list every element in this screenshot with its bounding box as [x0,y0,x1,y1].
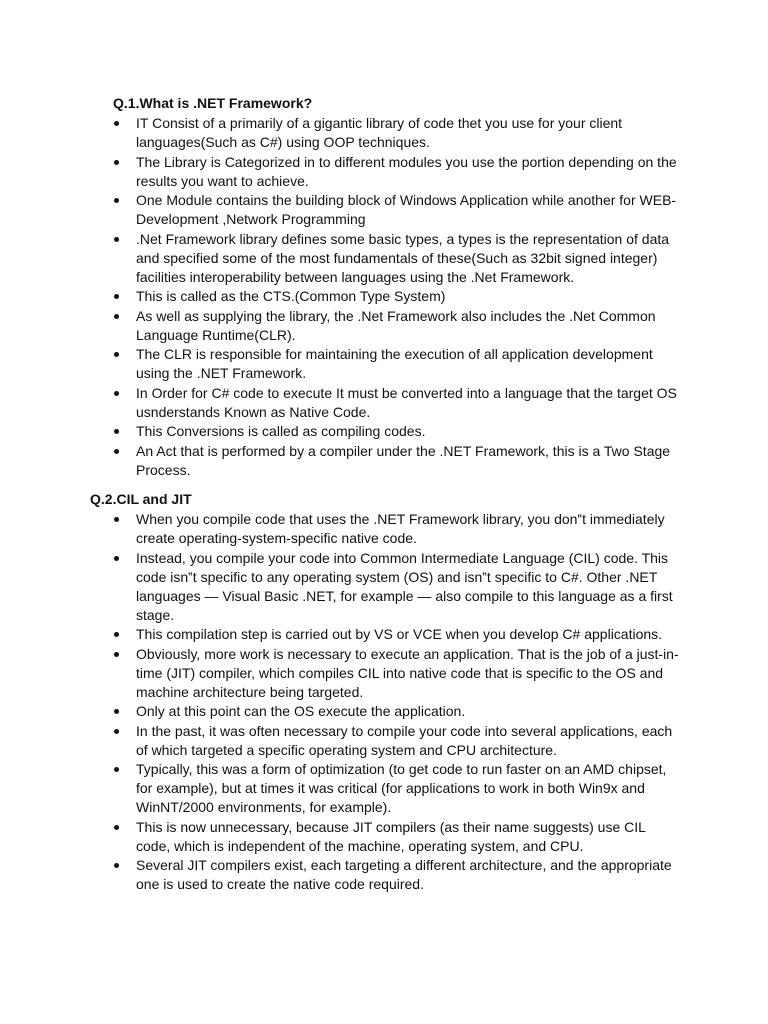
bullet-icon [114,863,119,868]
bullet-icon [114,449,119,454]
section-heading: Q.1.What is .NET Framework? [113,95,313,111]
list-item [0,510,768,548]
list-item-text: Typically, this was a form of optimization (to get code to run faster on an AMD chipset, for example), but at times it was critical (for applications to work in both Win9x and WinNT/2000 environments, for example). [136,761,667,815]
list-item [0,760,768,817]
bullet-icon [114,825,119,830]
list-item-text: Obviously, more work is necessary to execute an application. That is the job of a just-in-time (JIT) compiler, which compiles CIL into native code that is specific to the OS and machine architecture being targeted. [136,645,679,700]
list-item [0,114,768,152]
list-item [0,345,768,383]
section-heading: Q.2.CIL and JIT [90,491,192,507]
list-item-text: This compilation step is carried out by VS or VCE when you develop C# applications. [136,626,663,642]
list-item [0,722,768,760]
bullet-icon [114,429,119,434]
list-item [0,191,768,229]
list-item-text: An Act that is performed by a compiler under the .NET Framework, this is a Two Stage Process. [136,442,671,478]
section-what-is-net [0,94,768,480]
list-item [0,287,768,306]
list-item-text: This Conversions is called as compiling codes. [136,423,426,439]
list-item-text: .Net Framework library defines some basic types, a types is the representation of data and specified some of the most fundamentals of these(Such as 32bit signed integer) facilities interoperability between languages using the .Net Framework. [136,230,670,285]
list-item [0,384,768,422]
list-item [0,230,768,287]
bullet-icon [114,556,119,561]
list-item-text: In the past, it was often necessary to compile your code into several applications, each of which targeted a specific operating system and CPU architecture. [136,722,673,758]
list-item-text: Instead, you compile your code into Common Intermediate Language (CIL) code. This code isn‟t specific to any operating system (OS) and isn‟t specific to C#. Other .NET languages — Visual Basic .NET, for example — also compile to this language as a first stage. [136,549,673,623]
list-item [0,625,768,644]
bullet-icon [114,767,119,772]
bullet-icon [114,729,119,734]
bullet-icon [114,121,119,126]
list-item [0,307,768,345]
list-item-text: This is called as the CTS.(Common Type System) [136,288,446,304]
section-cil-and-jit [0,490,768,895]
bullet-icon [114,652,119,657]
bullet-icon [114,517,119,522]
list-item [0,645,768,702]
bullet-icon [114,391,119,396]
list-item-text: IT Consist of a primarily of a gigantic library of code thet you use for your client languages(Such as C#) using OOP techniques. [136,115,623,150]
list-item [0,153,768,191]
bullet-icon [114,709,119,714]
list-item-text: One Module contains the building block of Windows Application while another for WEB-Development ,Network Programming [136,192,677,227]
bullet-icon [114,314,119,319]
list-item-text: The CLR is responsible for maintaining the execution of all application development using the .NET Framework. [136,346,653,381]
list-item [0,442,768,480]
list-item-text: The Library is Categorized in to different modules you use the portion depending on the results you want to achieve. [136,153,677,189]
bullet-icon [114,198,119,203]
list-item [0,856,768,894]
list-item [0,818,768,856]
list-item-text: This is now unnecessary, because JIT compilers (as their name suggests) use CIL code, which is independent of the machine, operating system, and CPU. [136,818,646,854]
bullet-list [0,114,768,480]
bullet-icon [114,237,119,242]
list-item-text: As well as supplying the library, the .Net Framework also includes the .Net Common Language Runtime(CLR). [136,307,656,343]
list-item [0,549,768,625]
bullet-icon [114,632,119,637]
bullet-list [0,510,768,894]
list-item-text: Only at this point can the OS execute the application. [136,703,466,719]
bullet-icon [114,352,119,357]
list-item-text: When you compile code that uses the .NET Framework library, you don‟t immediately create operating-system-specific native code. [136,511,665,546]
list-item-text: In Order for C# code to execute It must be converted into a language that the target OS usnderstands Known as Native Code. [136,384,677,420]
bullet-icon [114,294,119,299]
list-item [0,422,768,441]
list-item-text: Several JIT compilers exist, each targeting a different architecture, and the appropriate one is used to create the native code required. [136,857,672,892]
bullet-icon [114,160,119,165]
list-item [0,702,768,721]
